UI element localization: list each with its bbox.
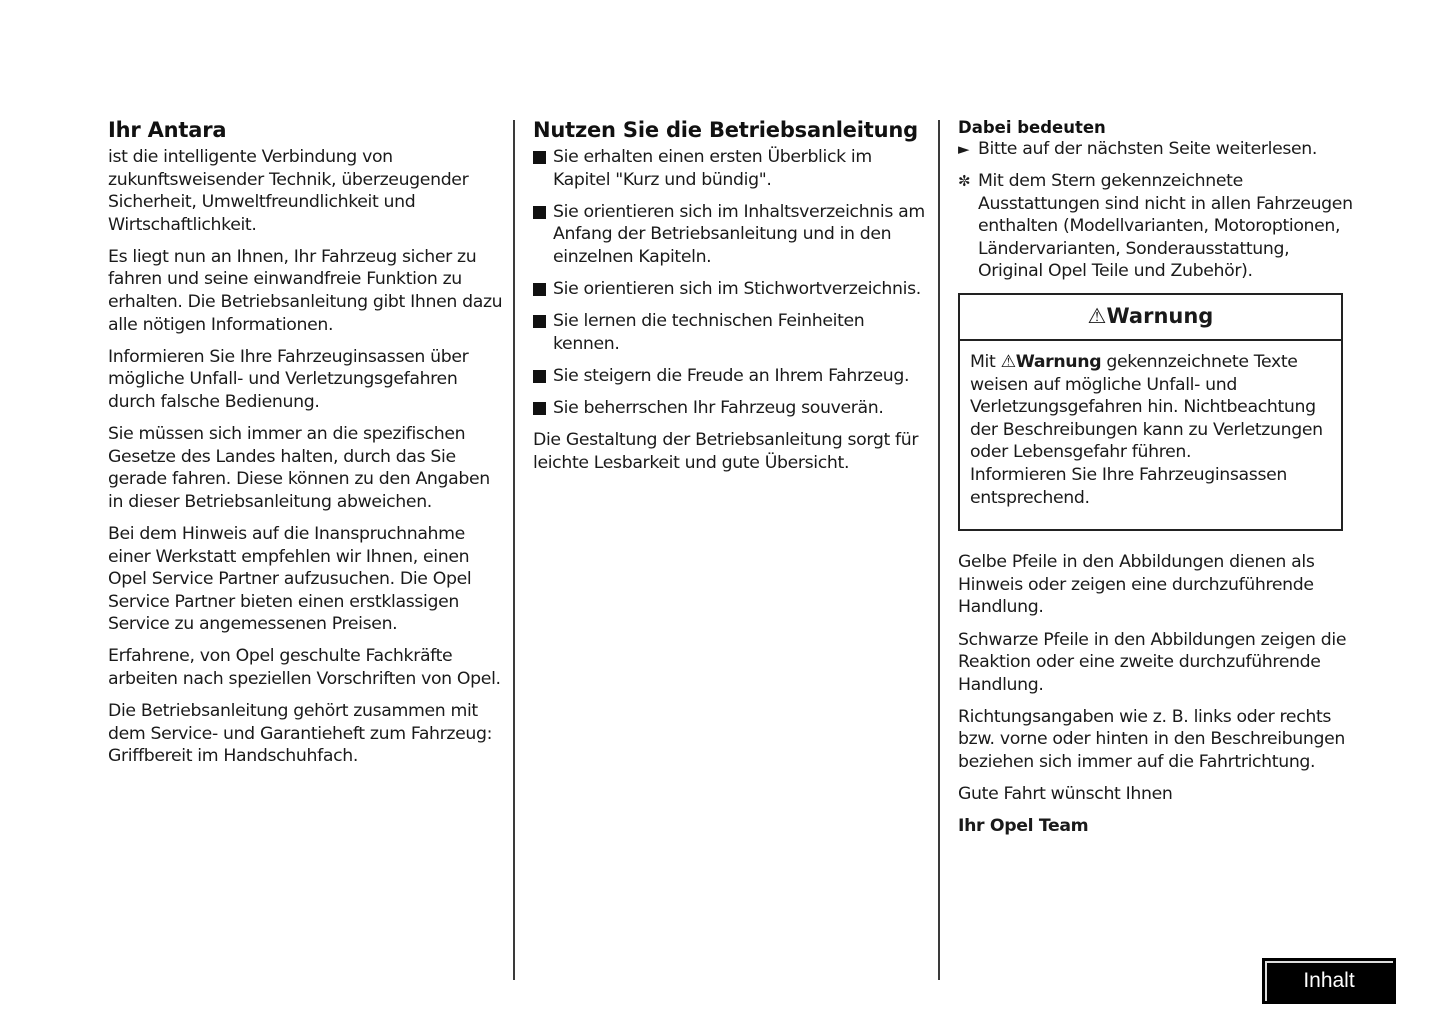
triangle-right-icon: ► <box>958 140 970 158</box>
bullet-text: Sie orientieren sich im Stichwortverzeichnis. <box>553 278 921 299</box>
legend-text: Bitte auf der nächsten Seite weiterlesen. <box>978 139 1318 159</box>
square-bullet-icon <box>533 402 546 415</box>
bullet-text: Sie erhalten einen ersten Überblick im Kapitel "Kurz und bündig". <box>553 147 872 190</box>
usage-heading: Nutzen Sie die Betriebsanleitung <box>533 118 918 142</box>
usage-bullet-list <box>533 146 928 419</box>
square-bullet-icon <box>533 315 546 328</box>
intro-paragraph: Es liegt nun an Ihnen, Ihr Fahrzeug sicher zu fahren und seine einwandfreie Funktion zu erhalten. Die Betriebsanleitung gibt Ihnen dazu alle nötigen Informationen. <box>108 246 503 335</box>
bullet-item <box>533 310 928 355</box>
intro-paragraph: Die Betriebsanleitung gehört zusammen mit dem Service- und Garantieheft zum Fahrzeug: Griffbereit im Handschuhfach. <box>108 701 493 767</box>
warning-triangle-icon: ⚠ <box>1000 352 1016 373</box>
bullet-text: Sie orientieren sich im Inhaltsverzeichnis am Anfang der Betriebsanleitung und in den einzelnen Kapiteln. <box>553 201 925 267</box>
bullet-item <box>533 397 928 420</box>
legend-notes <box>958 551 1353 838</box>
column-divider-1 <box>513 120 515 980</box>
note-paragraph: Schwarze Pfeile in den Abbildungen zeigen die Reaktion oder eine zweite durchzuführende Handlung. <box>958 629 1347 695</box>
intro-heading: Ihr Antara <box>108 118 227 142</box>
button-bevel-left <box>1265 961 1267 1001</box>
intro-paragraph: Informieren Sie Ihre Fahrzeuginsassen über mögliche Unfall- und Verletzungsgefahren durch falsche Bedienung. <box>108 346 469 412</box>
signature: Ihr Opel Team <box>958 816 1089 837</box>
square-bullet-icon <box>533 370 546 383</box>
intro-paragraph: Sie müssen sich immer an die spezifischen Gesetze des Landes halten, durch das Sie gerade fahren. Diese können zu den Angaben in dieser Betriebsanleitung abweichen. <box>108 424 490 512</box>
column-legend <box>958 114 1353 847</box>
legend-text: Mit dem Stern gekennzeichnete Ausstattungen sind nicht in allen Fahrzeugen enthalten (Modellvarianten, Motoroptionen, Ländervarianten, Sonderausstattung, Original Opel Teile und Zubehör). <box>978 171 1353 282</box>
bullet-item <box>533 201 928 269</box>
bullet-item <box>533 146 928 191</box>
intro-paragraph: Erfahrene, von Opel geschulte Fachkräfte arbeiten nach speziellen Vorschriften von Opel. <box>108 646 501 689</box>
warning-triangle-icon: ⚠ <box>1087 304 1107 329</box>
button-bevel-top <box>1265 961 1393 963</box>
warning-title <box>960 295 1341 341</box>
square-bullet-icon <box>533 206 546 219</box>
legend-item-optional <box>958 170 1353 283</box>
bullet-item <box>533 278 928 301</box>
asterisk-star-icon: ✼ <box>958 172 971 191</box>
intro-paragraph: Bei dem Hinweis auf die Inanspruchnahme einer Werkstatt empfehlen wir Ihnen, einen Opel Service Partner aufzusuchen. Die Opel Service Partner bieten einen erstklassigen Service zu angemessenen Preisen. <box>108 523 472 635</box>
greeting: Gute Fahrt wünscht Ihnen <box>958 784 1173 805</box>
warning-body-text: gekennzeichnete Texte weisen auf mögliche Unfall- und Verletzungsgefahren hin. Nichtbeachtung der Beschreibungen kann zu Verletzungen oder Lebensgefahr führen. <box>970 352 1323 463</box>
bullet-text: Sie beherrschen Ihr Fahrzeug souverän. <box>553 397 884 418</box>
bullet-item <box>533 365 928 388</box>
warning-box <box>958 293 1343 531</box>
warning-body-prefix: Mit <box>970 352 996 373</box>
warning-body <box>960 341 1341 529</box>
square-bullet-icon <box>533 283 546 296</box>
note-paragraph: Gelbe Pfeile in den Abbildungen dienen als Hinweis oder zeigen eine durchzuführende Handlung. <box>958 552 1315 618</box>
bullet-text: Sie lernen die technischen Feinheiten kennen. <box>553 311 865 354</box>
contents-button-label: Inhalt <box>1303 969 1355 992</box>
warning-body-bold: Warnung <box>1015 352 1102 373</box>
usage-closing: Die Gestaltung der Betriebsanleitung sorgt für leichte Lesbarkeit und gute Übersicht. <box>533 429 919 473</box>
legend-heading: Dabei bedeuten <box>958 118 1106 137</box>
contents-button[interactable] <box>1262 958 1396 1004</box>
warning-body-line2: Informieren Sie Ihre Fahrzeuginsassen entsprechend. <box>970 465 1287 508</box>
column-intro <box>108 114 503 777</box>
bullet-text: Sie steigern die Freude an Ihrem Fahrzeug. <box>553 365 910 386</box>
column-divider-2 <box>938 120 940 980</box>
square-bullet-icon <box>533 151 546 164</box>
legend-item-continue <box>958 138 1353 161</box>
column-usage <box>533 114 928 484</box>
warning-title-text: Warnung <box>1106 304 1214 329</box>
note-paragraph: Richtungsangaben wie z. B. links oder rechts bzw. vorne oder hinten in den Beschreibungen beziehen sich immer auf die Fahrtrichtung. <box>958 706 1346 772</box>
intro-paragraph: ist die intelligente Verbindung von zukunftsweisender Technik, überzeugender Sicherheit, Umweltfreundlichkeit und Wirtschaftlichkeit. <box>108 147 469 235</box>
